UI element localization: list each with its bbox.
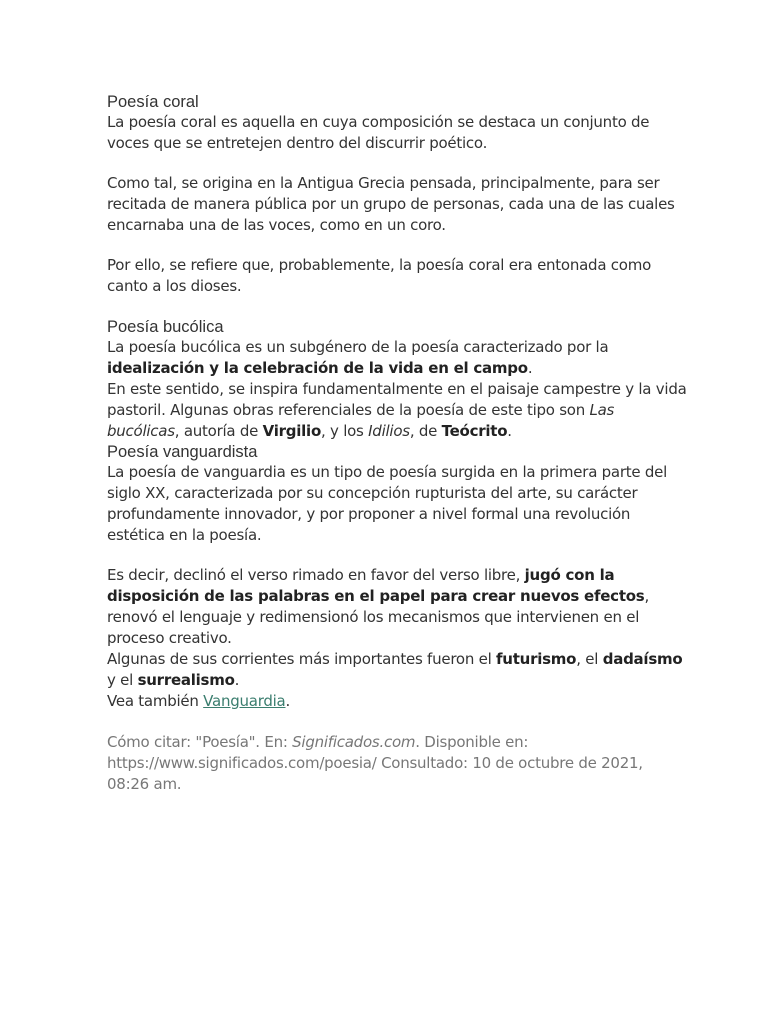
paragraph-bucolica-2: En este sentido, se inspira fundamentalmente en el paisaje campestre y la vida pastoril. Algunas obras referenciales de la poesía de este tipo son Las bucólicas, autoría de Virgilio, y los Idilios, de Teócrito. [107, 380, 687, 440]
bold-virgilio: Virgilio [262, 422, 322, 440]
bold-idealizacion: idealización y la celebración de la vida en el campo [107, 359, 528, 377]
see-also-line: Vea también Vanguardia. [107, 692, 291, 710]
paragraph-vanguardista-2: Es decir, declinó el verso rimado en favor del verso libre, jugó con la disposición de las palabras en el papel para crear nuevos efectos, renovó el lenguaje y redimensionó los mecanismos que intervienen en el proceso creativo. [107, 566, 649, 647]
italic-idilios: Idilios [368, 422, 410, 440]
bold-futurismo: futurismo [496, 650, 577, 668]
bold-dadaismo: dadaísmo [602, 650, 683, 668]
italic-significados: Significados.com [292, 733, 416, 751]
italic-las-bucolicas: Las bucólicas [107, 401, 615, 440]
paragraph-vanguardista-3: Algunas de sus corrientes más importantes fueron el futurismo, el dadaísmo y el surrealismo. [107, 650, 683, 689]
bold-jugo-con-la-disposicion: jugó con la disposición de las palabras en el papel para crear nuevos efectos [107, 566, 645, 605]
heading-poesia-vanguardista: Poesía vanguardista [107, 443, 258, 461]
article-content [107, 92, 687, 795]
paragraph-coral-2: Como tal, se origina en la Antigua Grecia pensada, principalmente, para ser recitada de manera pública por un grupo de personas, cada una de las cuales encarnaba una de las voces, como en un coro. [107, 174, 675, 234]
paragraph-coral-1: La poesía coral es aquella en cuya composición se destaca un conjunto de voces que se entretejen dentro del discurrir poético. [107, 113, 650, 152]
heading-poesia-coral: Poesía coral [107, 93, 199, 111]
paragraph-vanguardista-1: La poesía de vanguardia es un tipo de poesía surgida en la primera parte del siglo XX, caracterizada por su concepción rupturista del arte, su carácter profundamente innovador, y por proponer a nivel formal una revolución estética en la poesía. [107, 463, 668, 544]
citation: Cómo citar: "Poesía". En: Significados.com. Disponible en: https://www.significados.com/poesia/ Consultado: 10 de octubre de 2021, 08:26 am. [107, 733, 643, 793]
heading-poesia-bucolica: Poesía bucólica [107, 318, 224, 336]
link-vanguardia[interactable]: Vanguardia [203, 692, 286, 710]
paragraph-bucolica-1: La poesía bucólica es un subgénero de la poesía caracterizado por la idealización y la celebración de la vida en el campo. [107, 338, 609, 377]
bold-surrealismo: surrealismo [137, 671, 235, 689]
bold-teocrito: Teócrito [441, 422, 508, 440]
paragraph-coral-3: Por ello, se refiere que, probablemente, la poesía coral era entonada como canto a los dioses. [107, 256, 651, 295]
